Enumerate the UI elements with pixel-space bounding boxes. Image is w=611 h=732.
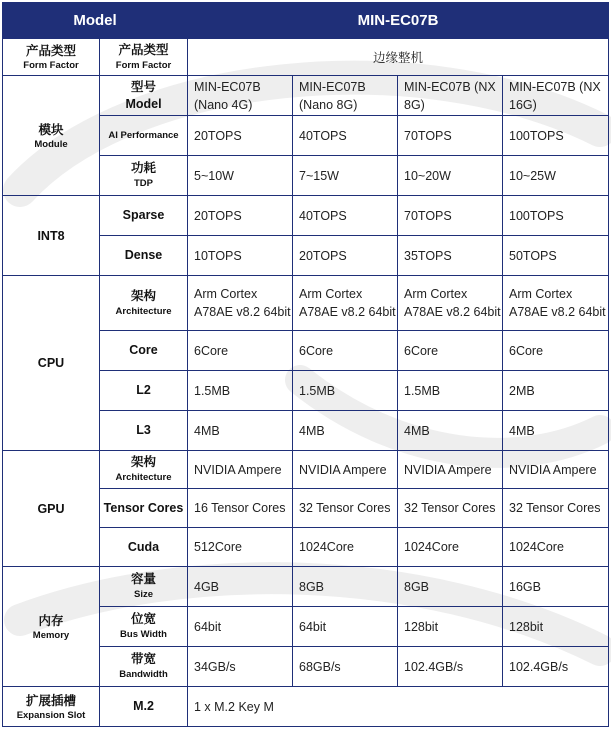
memory-group-en: Memory bbox=[32, 629, 70, 641]
bus-width-value: 64bit bbox=[188, 607, 293, 647]
model-value: MIN-EC07B (NX 16G) bbox=[503, 76, 609, 116]
bandwidth-value: 34GB/s bbox=[188, 647, 293, 687]
module-group bbox=[3, 76, 100, 196]
form-factor-group-en: Form Factor bbox=[23, 60, 79, 71]
model-label-en: Model bbox=[125, 96, 162, 111]
model-label bbox=[100, 76, 188, 116]
l3-value: 4MB bbox=[503, 411, 609, 451]
cpu-arch-value: Arm Cortex A78AE v8.2 64bit bbox=[293, 276, 398, 331]
gpu-arch-value: NVIDIA Ampere bbox=[188, 451, 293, 489]
cuda-value: 1024Core bbox=[398, 528, 503, 567]
int8-sparse-row bbox=[3, 196, 609, 236]
dense-value: 20TOPS bbox=[293, 236, 398, 276]
cpu-core-value: 6Core bbox=[503, 331, 609, 371]
cpu-core-value: 6Core bbox=[188, 331, 293, 371]
bus-width-value: 128bit bbox=[398, 607, 503, 647]
cpu-core-label: Core bbox=[100, 331, 188, 371]
cpu-arch-value: Arm Cortex A78AE v8.2 64bit bbox=[398, 276, 503, 331]
expansion-group-en: Expansion Slot bbox=[16, 709, 86, 721]
module-group-cn: 模块 bbox=[38, 122, 64, 137]
tensor-cores-value: 32 Tensor Cores bbox=[503, 489, 609, 528]
expansion-row bbox=[3, 687, 609, 727]
dense-value: 35TOPS bbox=[398, 236, 503, 276]
module-group-en: Module bbox=[34, 138, 68, 150]
bus-width-label-cn: 位宽 bbox=[130, 612, 156, 626]
form-factor-row bbox=[3, 39, 609, 76]
cuda-label: Cuda bbox=[100, 528, 188, 567]
l3-value: 4MB bbox=[188, 411, 293, 451]
cuda-value: 1024Core bbox=[293, 528, 398, 567]
sparse-value: 100TOPS bbox=[503, 196, 609, 236]
gpu-arch-label-en: Architecture bbox=[115, 472, 172, 483]
sparse-label: Sparse bbox=[100, 196, 188, 236]
bus-width-label-en: Bus Width bbox=[120, 629, 167, 640]
dense-value: 50TOPS bbox=[503, 236, 609, 276]
ai-performance-value: 70TOPS bbox=[398, 116, 503, 156]
module-model-row bbox=[3, 76, 609, 116]
bandwidth-value: 68GB/s bbox=[293, 647, 398, 687]
bus-width-label bbox=[100, 607, 188, 647]
mem-size-value: 16GB bbox=[503, 567, 609, 607]
bandwidth-label-en: Bandwidth bbox=[119, 669, 168, 680]
cpu-group: CPU bbox=[3, 276, 100, 451]
header-row bbox=[3, 3, 609, 39]
tdp-value: 10~20W bbox=[398, 156, 503, 196]
model-value: MIN-EC07B (NX 8G) bbox=[398, 76, 503, 116]
mem-size-value: 4GB bbox=[188, 567, 293, 607]
tdp-label-cn: 功耗 bbox=[130, 161, 156, 175]
l2-value: 1.5MB bbox=[398, 371, 503, 411]
form-factor-sub-cn: 产品类型 bbox=[118, 42, 169, 57]
model-label-cn: 型号 bbox=[130, 79, 156, 94]
cpu-arch-label-cn: 架构 bbox=[130, 288, 156, 303]
bus-width-value: 128bit bbox=[503, 607, 609, 647]
tdp-value: 7~15W bbox=[293, 156, 398, 196]
form-factor-value: 边缘整机 bbox=[188, 39, 609, 76]
form-factor-group-cn: 产品类型 bbox=[25, 44, 76, 58]
sparse-value: 70TOPS bbox=[398, 196, 503, 236]
header-product-name: MIN-EC07B bbox=[188, 3, 609, 39]
tdp-label-en: TDP bbox=[134, 178, 153, 189]
l2-label: L2 bbox=[100, 371, 188, 411]
expansion-group-cn: 扩展插槽 bbox=[25, 693, 76, 708]
cpu-arch-value: Arm Cortex A78AE v8.2 64bit bbox=[188, 276, 293, 331]
int8-group: INT8 bbox=[3, 196, 100, 276]
tdp-label bbox=[100, 156, 188, 196]
l2-value: 2MB bbox=[503, 371, 609, 411]
tensor-cores-value: 16 Tensor Cores bbox=[188, 489, 293, 528]
l3-label: L3 bbox=[100, 411, 188, 451]
l2-value: 1.5MB bbox=[293, 371, 398, 411]
bandwidth-value: 102.4GB/s bbox=[398, 647, 503, 687]
mem-size-label bbox=[100, 567, 188, 607]
mem-size-label-cn: 容量 bbox=[130, 572, 156, 586]
cuda-value: 512Core bbox=[188, 528, 293, 567]
dense-label: Dense bbox=[100, 236, 188, 276]
m2-label: M.2 bbox=[100, 687, 188, 727]
ai-performance-value: 100TOPS bbox=[503, 116, 609, 156]
mem-size-label-en: Size bbox=[133, 589, 153, 600]
bandwidth-label bbox=[100, 647, 188, 687]
sparse-value: 40TOPS bbox=[293, 196, 398, 236]
expansion-value: 1 x M.2 Key M bbox=[188, 687, 609, 727]
form-factor-sub-en: Form Factor bbox=[115, 59, 172, 71]
l3-value: 4MB bbox=[293, 411, 398, 451]
cuda-value: 1024Core bbox=[503, 528, 609, 567]
ai-performance-value: 40TOPS bbox=[293, 116, 398, 156]
form-factor-sub bbox=[100, 39, 188, 76]
l2-value: 1.5MB bbox=[188, 371, 293, 411]
tensor-cores-label: Tensor Cores bbox=[100, 489, 188, 528]
memory-size-row bbox=[3, 567, 609, 607]
cpu-arch-label-en: Architecture bbox=[115, 305, 172, 317]
gpu-arch-value: NVIDIA Ampere bbox=[398, 451, 503, 489]
gpu-arch-value: NVIDIA Ampere bbox=[293, 451, 398, 489]
gpu-arch-label-cn: 架构 bbox=[130, 455, 156, 469]
gpu-arch-label bbox=[100, 451, 188, 489]
sparse-value: 20TOPS bbox=[188, 196, 293, 236]
header-model-label: Model bbox=[3, 3, 188, 39]
cpu-arch-row bbox=[3, 276, 609, 331]
expansion-group bbox=[3, 687, 100, 727]
model-value: MIN-EC07B (Nano 4G) bbox=[188, 76, 293, 116]
cpu-arch-label bbox=[100, 276, 188, 331]
tdp-value: 5~10W bbox=[188, 156, 293, 196]
mem-size-value: 8GB bbox=[293, 567, 398, 607]
ai-performance-value: 20TOPS bbox=[188, 116, 293, 156]
gpu-arch-value: NVIDIA Ampere bbox=[503, 451, 609, 489]
cpu-core-value: 6Core bbox=[398, 331, 503, 371]
spec-table bbox=[2, 2, 609, 727]
cpu-arch-value: Arm Cortex A78AE v8.2 64bit bbox=[503, 276, 609, 331]
tdp-value: 10~25W bbox=[503, 156, 609, 196]
memory-group bbox=[3, 567, 100, 687]
cpu-core-value: 6Core bbox=[293, 331, 398, 371]
model-value: MIN-EC07B (Nano 8G) bbox=[293, 76, 398, 116]
gpu-group: GPU bbox=[3, 451, 100, 567]
bus-width-value: 64bit bbox=[293, 607, 398, 647]
tensor-cores-value: 32 Tensor Cores bbox=[293, 489, 398, 528]
bandwidth-value: 102.4GB/s bbox=[503, 647, 609, 687]
dense-value: 10TOPS bbox=[188, 236, 293, 276]
ai-performance-label: AI Performance bbox=[100, 116, 188, 156]
memory-group-cn: 内存 bbox=[38, 613, 64, 628]
tensor-cores-value: 32 Tensor Cores bbox=[398, 489, 503, 528]
form-factor-group bbox=[3, 39, 100, 76]
gpu-arch-row bbox=[3, 451, 609, 489]
bandwidth-label-cn: 带宽 bbox=[130, 652, 156, 666]
l3-value: 4MB bbox=[398, 411, 503, 451]
mem-size-value: 8GB bbox=[398, 567, 503, 607]
